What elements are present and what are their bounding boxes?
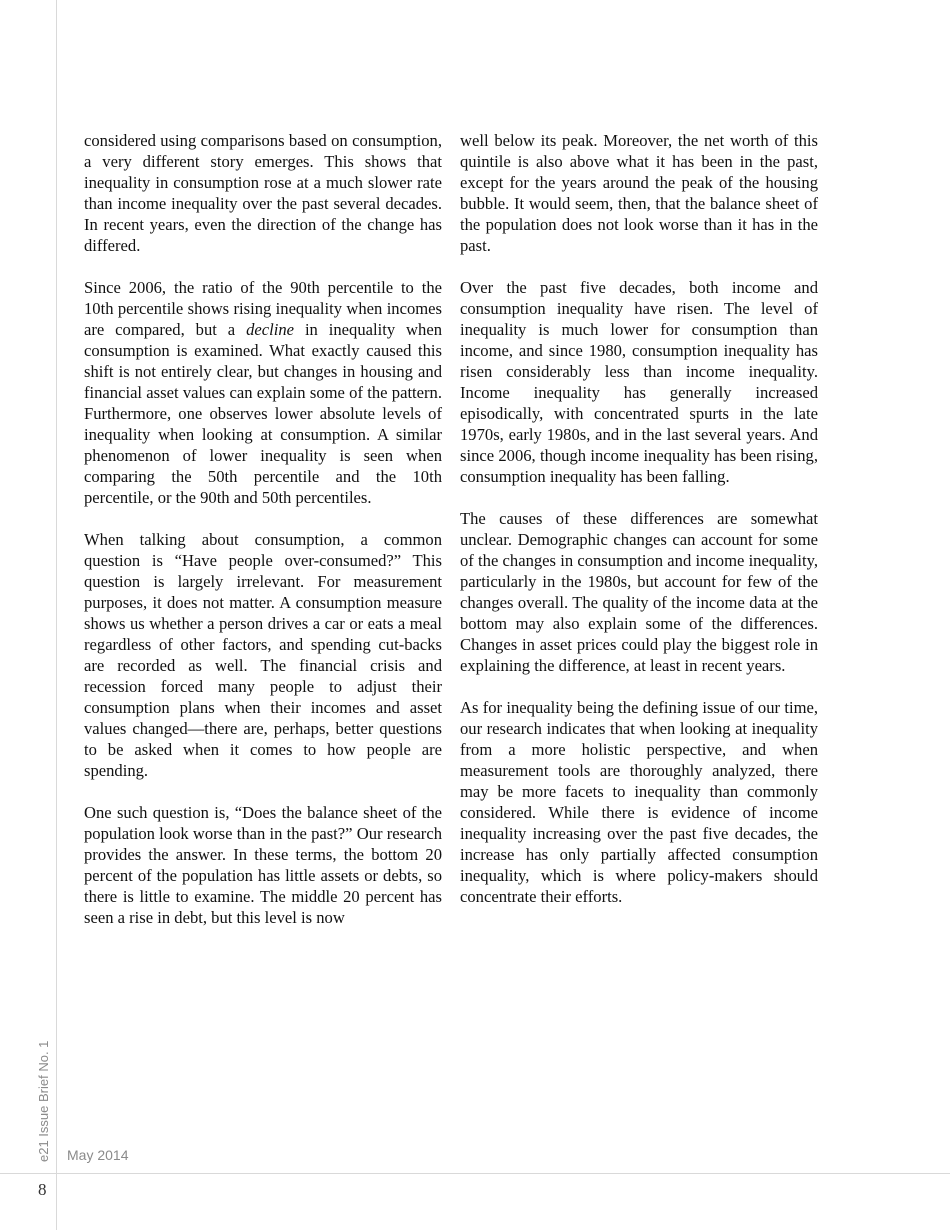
right-column <box>460 130 818 928</box>
right-paragraph-3: The causes of these differences are somewhat unclear. Demographic changes can account for some of the changes in consumption and income inequality, particularly in the 1980s, but account for few of the changes overall. The quality of the income data at the bottom may also explain some of the differences. Changes in asset prices could play the biggest role in explaining the difference, at least in recent years. <box>460 509 818 675</box>
publication-date: May 2014 <box>67 1147 129 1163</box>
left-paragraph-2-end: in inequality when consumption is examined. What exactly caused this shift is not entirely clear, but changes in housing and financial asset values can explain some of the pattern. Furthermore, one observes lower absolute levels of inequality when looking at consumption. A similar phenomenon of lower inequality is seen when comparing the 50th percentile and the 10th percentile, or the 90th and 50th percentiles. <box>84 320 442 507</box>
left-paragraph-2-start: Since 2006, the ratio of the 90th percentile to the 10th percentile shows rising inequality when incomes are compared, but a <box>84 278 442 339</box>
left-paragraph-2 <box>84 277 442 508</box>
left-paragraph-1: considered using comparisons based on consumption, a very different story emerges. This shows that inequality in consumption rose at a much slower rate than income inequality over the past several decades. In recent years, even the direction of the change has differed. <box>84 131 442 255</box>
right-paragraph-1: well below its peak. Moreover, the net worth of this quintile is also above what it has been in the past, except for the years around the peak of the housing bubble. It would seem, then, that the balance sheet of the population does not look worse than it has in the past. <box>460 131 818 255</box>
emphasis-decline: decline <box>246 320 295 339</box>
right-paragraph-4: As for inequality being the defining issue of our time, our research indicates that when looking at inequality from a more holistic perspective, and when measurement tools are thoroughly analyzed, there may be more facets to inequality than commonly considered. While there is evidence of income inequality increasing over the past five decades, the increase has only partially affected consumption inequality, which is where policy-makers should concentrate their efforts. <box>460 698 818 906</box>
left-paragraph-4: One such question is, “Does the balance sheet of the population look worse than in the past?” Our research provides the answer. In these terms, the bottom 20 percent of the population has little assets or debts, so there is little to examine. The middle 20 percent has seen a rise in debt, but this level is now <box>84 803 442 927</box>
series-label: e21 Issue Brief No. 1 <box>36 1040 51 1162</box>
right-paragraph-2: Over the past five decades, both income and consumption inequality have risen. The level of inequality is much lower for consumption than income, and since 1980, consumption inequality has risen considerably less than income inequality. Income inequality has generally increased episodically, with concentrated spurts in the late 1970s, early 1980s, and in the last several years. And since 2006, though income inequality has been rising, consumption inequality has been falling. <box>460 278 818 486</box>
footer-rule-horizontal <box>0 1173 950 1174</box>
left-column <box>84 130 442 949</box>
margin-rule-vertical <box>56 0 57 1230</box>
page-number: 8 <box>38 1180 47 1199</box>
left-paragraph-3: When talking about consumption, a common question is “Have people over-consumed?” This question is largely irrelevant. For measurement purposes, it does not matter. A consumption measure shows us whether a person drives a car or eats a meal regardless of other factors, and spending cut-backs are recorded as well. The financial crisis and recession forced many people to adjust their consumption plans when their incomes and asset values changed—there are, perhaps, better questions to be asked when it comes to how people are spending. <box>84 530 442 780</box>
